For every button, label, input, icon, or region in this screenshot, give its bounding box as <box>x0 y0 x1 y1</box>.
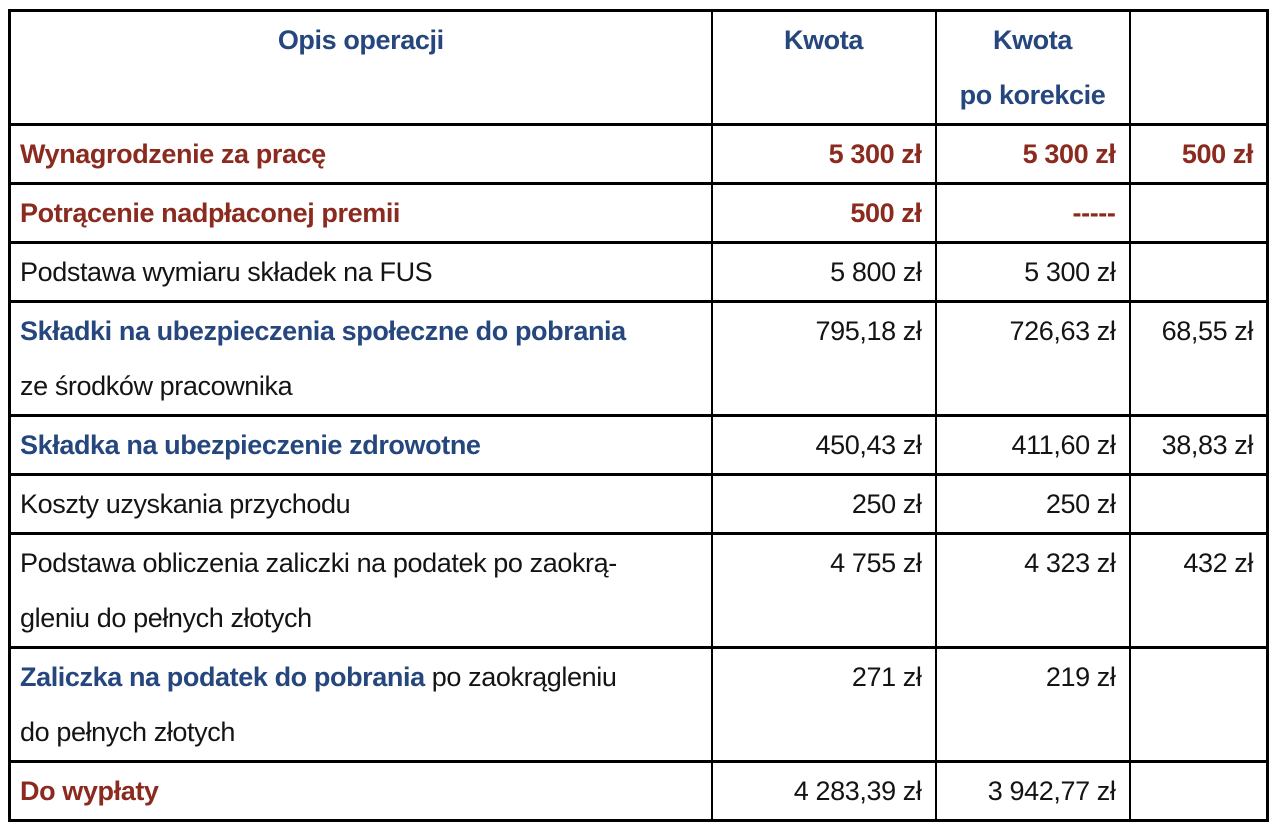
label-line <box>20 705 703 760</box>
label-line <box>20 591 703 646</box>
cell-description <box>10 762 712 821</box>
cell-description <box>10 184 712 243</box>
table-row-podstawa-obliczenia-zaliczki <box>10 534 1268 648</box>
cell-value-text: 4 755 zł <box>830 548 922 578</box>
cell-value-text: 271 zł <box>851 662 922 692</box>
header-label-line: Kwota <box>992 25 1072 55</box>
label-text-segment: ze środków pracownika <box>20 371 293 401</box>
cell-value-text: 5 300 zł <box>1022 139 1116 169</box>
cell-kwota <box>712 534 936 648</box>
cell-kwota-po-korekcie <box>936 648 1130 762</box>
label-line <box>20 536 703 591</box>
cell-kwota <box>712 243 936 302</box>
cell-value-text: 5 300 zł <box>828 139 922 169</box>
cell-value-text: 4 283,39 zł <box>793 776 922 806</box>
cell-value-text: 5 800 zł <box>830 257 922 287</box>
cell-extra <box>1130 416 1268 475</box>
header-empty-cell <box>1130 11 1268 125</box>
cell-value-text: 5 300 zł <box>1024 257 1116 287</box>
table-row-koszty-uzyskania-przychodu <box>10 475 1268 534</box>
cell-value-text: 432 zł <box>1183 548 1253 578</box>
cell-extra <box>1130 302 1268 416</box>
cell-description <box>10 416 712 475</box>
label-text-segment: do pełnych złotych <box>20 717 235 747</box>
cell-value-text: 500 zł <box>850 198 922 228</box>
table-body <box>10 125 1268 821</box>
cell-kwota <box>712 648 936 762</box>
header-label: Kwota <box>783 25 863 55</box>
cell-value-text: 411,60 zł <box>1011 430 1116 460</box>
cell-value-text: 219 zł <box>1045 662 1116 692</box>
header-kwota <box>712 11 936 125</box>
cell-description <box>10 302 712 416</box>
label-line <box>20 304 703 359</box>
cell-value-text: 500 zł <box>1181 139 1253 169</box>
cell-description <box>10 648 712 762</box>
cell-value-text: 795,18 zł <box>815 316 922 346</box>
label-text-segment: Podstawa obliczenia zaliczki na podatek po zaokrą- <box>20 548 617 578</box>
header-kwota-po-korekcie <box>936 11 1130 125</box>
cell-value-text: 68,55 zł <box>1161 316 1253 346</box>
label-text-segment: Podstawa wymiaru składek na FUS <box>20 257 433 287</box>
label-text-segment: po zaokrągleniu <box>424 662 617 692</box>
label-text-segment: Do wypłaty <box>20 776 159 806</box>
header-row <box>10 11 1268 125</box>
cell-value-text: 4 323 zł <box>1024 548 1116 578</box>
cell-extra <box>1130 534 1268 648</box>
label-text-segment: Składka na ubezpieczenie zdrowotne <box>20 430 481 460</box>
cell-kwota-po-korekcie <box>936 762 1130 821</box>
cell-description <box>10 243 712 302</box>
table-row-wynagrodzenie-za-prace <box>10 125 1268 184</box>
label-text-segment: Składki na ubezpieczenia społeczne do pobrania <box>20 316 626 346</box>
cell-description <box>10 125 712 184</box>
label-line <box>20 477 703 532</box>
cell-value-text: 3 942,77 zł <box>987 776 1116 806</box>
cell-kwota-po-korekcie <box>936 416 1130 475</box>
table-row-potracenie-nadplaconej-premii <box>10 184 1268 243</box>
table-row-do-wyplaty <box>10 762 1268 821</box>
payroll-correction-table <box>8 9 1269 822</box>
label-line <box>20 418 703 473</box>
label-line <box>20 186 703 241</box>
cell-kwota <box>712 302 936 416</box>
cell-extra <box>1130 243 1268 302</box>
label-line <box>20 245 703 300</box>
cell-value-text: 450,43 zł <box>815 430 922 460</box>
cell-kwota <box>712 416 936 475</box>
cell-value-text: 726,63 zł <box>1009 316 1116 346</box>
cell-kwota-po-korekcie <box>936 475 1130 534</box>
label-text-segment: Potrącenie nadpłaconej premii <box>20 198 401 228</box>
label-line <box>20 764 703 819</box>
cell-description <box>10 534 712 648</box>
cell-kwota <box>712 475 936 534</box>
table-row-zaliczka-na-podatek-do-pobrania <box>10 648 1268 762</box>
label-line <box>20 359 703 414</box>
cell-kwota-po-korekcie <box>936 243 1130 302</box>
header-label: Opis operacji <box>277 25 444 55</box>
cell-kwota <box>712 184 936 243</box>
cell-value-text: ----- <box>1072 198 1116 228</box>
cell-value-text: 250 zł <box>851 489 922 519</box>
table-row-podstawa-wymiaru-skladek-na-fus <box>10 243 1268 302</box>
cell-kwota-po-korekcie <box>936 302 1130 416</box>
cell-kwota-po-korekcie <box>936 184 1130 243</box>
cell-value-text: 38,83 zł <box>1161 430 1253 460</box>
cell-value-text: 250 zł <box>1045 489 1116 519</box>
cell-kwota <box>712 762 936 821</box>
label-line <box>20 650 703 705</box>
label-text-segment: Wynagrodzenie za pracę <box>20 139 326 169</box>
cell-extra <box>1130 762 1268 821</box>
cell-extra <box>1130 648 1268 762</box>
cell-extra <box>1130 475 1268 534</box>
label-text-segment: Zaliczka na podatek do pobrania <box>20 662 425 692</box>
cell-description <box>10 475 712 534</box>
cell-kwota <box>712 125 936 184</box>
cell-extra <box>1130 184 1268 243</box>
header-label-line: po korekcie <box>959 80 1106 110</box>
cell-kwota-po-korekcie <box>936 534 1130 648</box>
cell-extra <box>1130 125 1268 184</box>
table-row-skladki-na-ubezpieczenia-spoleczne <box>10 302 1268 416</box>
header-opis-operacji <box>10 11 712 125</box>
table-row-skladka-na-ubezpieczenie-zdrowotne <box>10 416 1268 475</box>
label-text-segment: Koszty uzyskania przychodu <box>20 489 351 519</box>
label-line <box>20 127 703 182</box>
cell-kwota-po-korekcie <box>936 125 1130 184</box>
label-text-segment: gleniu do pełnych złotych <box>20 603 312 633</box>
